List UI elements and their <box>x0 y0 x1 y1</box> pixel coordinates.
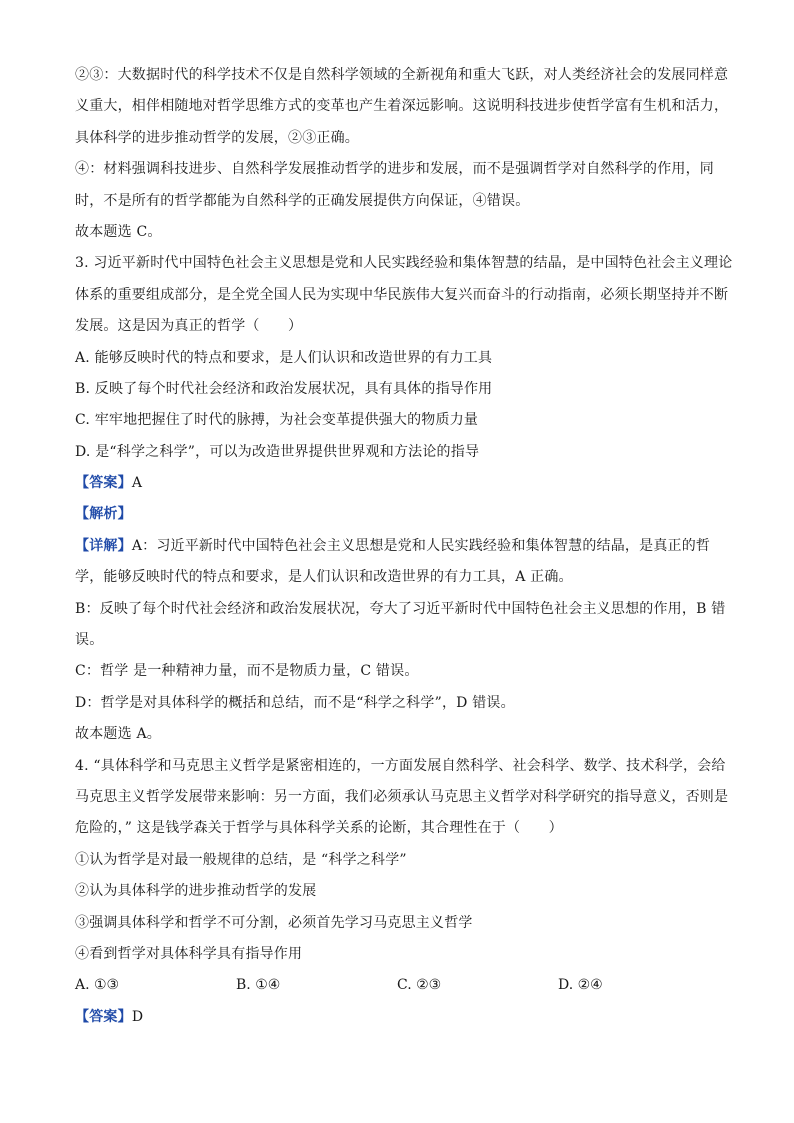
conclusion-text: 故本题选 C。 <box>75 223 162 240</box>
question-4-choices <box>75 970 725 1001</box>
analysis-text: ④：材料强调科技进步、自然科学发展推动哲学的进步和发展，而不是强调哲学对自然科学的作用，同 <box>75 161 714 178</box>
analysis-text: 义重大，相伴相随地对哲学思维方式的变革也产生着深远影响。这说明科技进步使哲学富有生机和活力， <box>75 98 729 115</box>
question-3-conclusion: 故本题选 A。 <box>75 726 161 743</box>
question-3-option-b: B. 反映了每个时代社会经济和政治发展状况，具有具体的指导作用 <box>75 380 493 397</box>
question-3-answer <box>75 468 725 499</box>
question-3-stem: 3. 习近平新时代中国特色社会主义思想是党和人民实践经验和集体智慧的结晶，是中国特色社会主义理论 <box>75 255 733 272</box>
question-3-detail: C：哲学 是一种精神力量，而不是物质力量，C 错误。 <box>75 663 419 680</box>
question-4-item-2: ②认为具体科学的进步推动哲学的发展 <box>75 883 317 900</box>
question-3-option-a: A. 能够反映时代的特点和要求，是人们认识和改造世界的有力工具 <box>75 349 493 366</box>
analysis-text: 具体科学的进步推动哲学的发展，②③正确。 <box>75 129 359 146</box>
question-4-stem: 马克思主义哲学发展带来影响：另一方面，我们必须承认马克思主义哲学对科学研究的指导意义，否则是 <box>75 788 729 805</box>
question-4-stem: 4. “具体科学和马克思主义哲学是紧密相连的，一方面发展自然科学、社会科学、数学、技术科学，会给 <box>75 757 726 774</box>
question-3-stem: 发展。这是因为真正的哲学（ ） <box>75 318 303 335</box>
question-3-stem: 体系的重要组成部分，是全党全国人民为实现中华民族伟大复兴而奋斗的行动指南，必须长期坚持并不断 <box>75 286 729 303</box>
question-3-detail: D：哲学是对具体科学的概括和总结，而不是“科学之科学”，D 错误。 <box>75 694 515 711</box>
question-3-option-d: D. 是“科学之科学”，可以为改造世界提供世界观和方法论的指导 <box>75 443 480 460</box>
question-4-choice-b: B. ①④ <box>236 977 281 994</box>
detail-tag: 【详解】 <box>75 537 132 554</box>
question-4-choice-a: A. ①③ <box>75 977 120 994</box>
question-4-item-4: ④看到哲学对具体科学具有指导作用 <box>75 945 303 962</box>
answer-tag: 【答案】 <box>75 475 132 492</box>
analysis-tag: 【解析】 <box>75 506 132 523</box>
question-3-detail <box>75 531 725 562</box>
question-4-item-1: ①认为哲学是对最一般规律的总结，是 “科学之科学” <box>75 851 407 868</box>
question-3-option-c: C. 牢牢地把握住了时代的脉搏，为社会变革提供强大的物质力量 <box>75 412 479 429</box>
answer-value: A <box>131 475 143 492</box>
question-3-detail: 误。 <box>75 632 104 649</box>
detail-text: A：习近平新时代中国特色社会主义思想是党和人民实践经验和集体智慧的结晶，是真正的哲 <box>131 537 711 554</box>
document-page <box>75 60 733 1033</box>
question-4-choice-c: C. ②③ <box>397 977 442 994</box>
question-3-analysis <box>75 499 725 530</box>
analysis-text: 时，不是所有的哲学都能为自然科学的正确发展提供方向保证，④错误。 <box>75 192 530 209</box>
question-4-item-3: ③强调具体科学和哲学不可分割，必须首先学习马克思主义哲学 <box>75 914 473 931</box>
question-4-choice-d: D. ②④ <box>558 977 603 994</box>
question-3-detail: 学，能够反映时代的特点和要求，是人们认识和改造世界的有力工具，A 正确。 <box>75 569 573 586</box>
question-3-detail: B：反映了每个时代社会经济和政治发展状况，夸大了习近平新时代中国特色社会主义思想的作用，B 错 <box>75 600 726 617</box>
answer-tag: 【答案】 <box>75 1008 132 1025</box>
analysis-text: ②③：大数据时代的科学技术不仅是自然科学领域的全新视角和重大飞跃，对人类经济社会的发展同样意 <box>75 67 729 83</box>
answer-value: D <box>131 1008 144 1025</box>
question-4-stem: 危险的，” 这是钱学森关于哲学与具体科学关系的论断，其合理性在于（ ） <box>75 820 563 837</box>
question-4-answer <box>75 1002 725 1033</box>
